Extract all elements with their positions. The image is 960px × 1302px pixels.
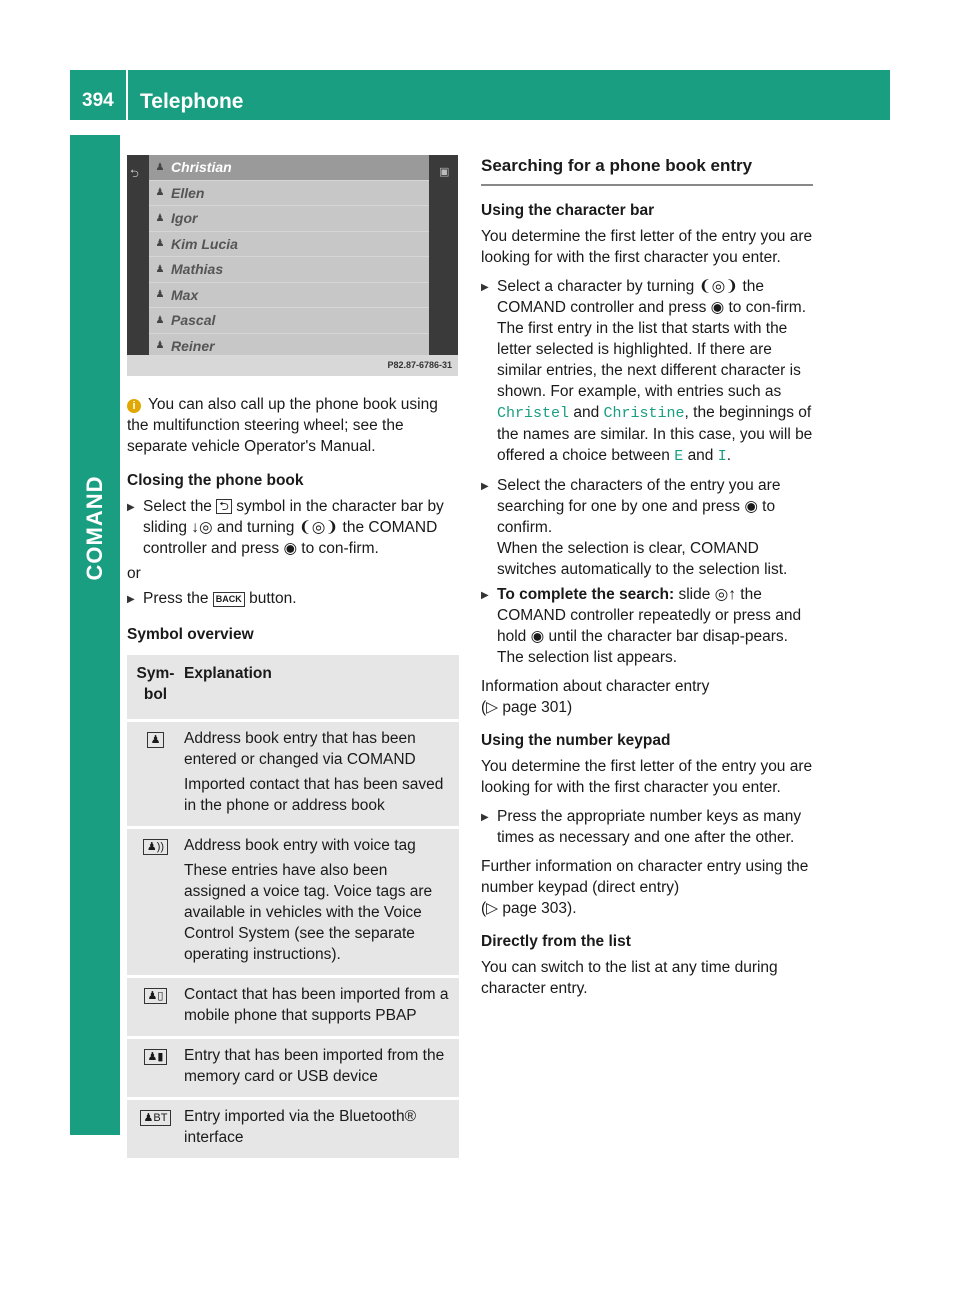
text: When the selection is clear, COMAND switches automatically to the selection list. xyxy=(497,540,788,578)
right-column xyxy=(481,155,813,999)
text: until the character bar disap-pears. xyxy=(548,628,788,645)
phonebook-entry-name: Igor xyxy=(171,210,198,227)
press-controller-icon: ◉ xyxy=(744,498,758,515)
symbol-explanation: Address book entry that has been entered or changed via COMAND xyxy=(184,730,416,768)
text: Select the characters of the entry you are searching for one by one and press xyxy=(497,477,781,515)
text: and turning xyxy=(216,519,295,536)
bluetooth-icon: ♟BT xyxy=(140,1110,172,1126)
figure-code: P82.87-6786-31 xyxy=(127,355,458,376)
symbol-explanation: Contact that has been imported from a mobile phone that supports PBAP xyxy=(184,986,449,1024)
header-divider xyxy=(126,70,128,120)
person-icon: ♟ xyxy=(155,187,165,199)
table-row xyxy=(127,721,459,828)
phonebook-entry[interactable] xyxy=(149,155,429,181)
phonebook-entry[interactable] xyxy=(149,308,429,334)
table-header-symbol: Sym-bol xyxy=(127,655,184,721)
person-icon: ♟ xyxy=(155,314,165,326)
text: , the beginnings of the names are similar. In this case, you will be offered a choice between xyxy=(497,404,813,464)
example-christel: Christel xyxy=(497,405,570,422)
keypad-step: ▶ Press the appropriate number keys as many times as necessary and one after the other. xyxy=(481,806,813,848)
symbol-explanation: Address book entry with voice tag xyxy=(184,837,416,854)
symbol-explanation: Entry that has been imported from the memory card or USB device xyxy=(184,1047,445,1085)
section-title: Searching for a phone book entry xyxy=(481,155,813,186)
phonebook-list xyxy=(149,155,429,355)
press-controller-icon: ◉ xyxy=(283,540,297,557)
phonebook-entry[interactable] xyxy=(149,181,429,207)
person-icon: ♟ xyxy=(147,732,165,748)
or-text: or xyxy=(127,565,141,582)
person-icon: ♟ xyxy=(155,238,165,250)
phone-import-icon: ♟▯ xyxy=(144,988,168,1004)
phonebook-entry[interactable] xyxy=(149,283,429,309)
keypad-intro: You determine the first letter of the entry you are looking for with the first character you enter. xyxy=(481,758,813,796)
text: the COMAND controller and press xyxy=(497,278,764,316)
list-heading: Directly from the list xyxy=(481,933,631,950)
page-header xyxy=(70,70,890,120)
text: . xyxy=(726,447,732,464)
slide-down-icon: ↓◎ xyxy=(191,519,213,536)
text: Information about character entry xyxy=(481,678,710,695)
info-note xyxy=(127,394,459,457)
press-controller-icon: ◉ xyxy=(710,299,725,316)
text: The selection list appears. xyxy=(497,649,678,666)
person-icon: ♟ xyxy=(155,161,165,173)
text: The first entry in the list that starts with the letter selected is highlighted. If there are similar entries, the next different character is shown. For example, with entries such as xyxy=(497,320,801,400)
table-row xyxy=(127,1099,459,1159)
side-tab-label: COMAND xyxy=(82,475,107,581)
press-controller-icon: ◉ xyxy=(530,628,545,645)
text: Press the xyxy=(143,590,209,607)
symbol-explanation: These entries have also been assigned a voice tag. Voice tags are available in vehicles with the Voice Control System (see the separate operating instructions). xyxy=(184,862,433,963)
keypad-heading: Using the number keypad xyxy=(481,732,671,749)
phonebook-entry-name: Ellen xyxy=(171,184,205,201)
back-arrow-icon: ⮌ xyxy=(130,168,139,180)
symbol-table xyxy=(127,655,459,1158)
symbol-overview-heading: Symbol overview xyxy=(127,626,254,643)
text: and xyxy=(687,447,714,464)
text: To complete the search: xyxy=(497,586,675,603)
phonebook-entry-name: Mathias xyxy=(171,261,224,278)
info-char-entry xyxy=(481,676,813,718)
phonebook-entry-name: Max xyxy=(171,286,199,303)
text: to con-firm. xyxy=(301,540,379,557)
slide-up-icon: ◎↑ xyxy=(714,586,736,603)
text: Select the xyxy=(143,498,212,515)
forward-icon: ▣ xyxy=(439,166,450,178)
closing-step-1 xyxy=(127,496,459,559)
person-icon: ♟ xyxy=(155,212,165,224)
side-tab xyxy=(70,135,120,1135)
phonebook-entry-name: Pascal xyxy=(171,312,216,329)
page-ref: (▷ page 301) xyxy=(481,699,573,716)
phonebook-entry[interactable] xyxy=(149,206,429,232)
text: slide xyxy=(678,586,711,603)
page-number: 394 xyxy=(82,90,114,111)
phonebook-entry-name: Christian xyxy=(171,159,232,176)
char-bar-intro: You determine the first letter of the entry you are looking for with the first character you enter. xyxy=(481,228,813,266)
text: button. xyxy=(249,590,297,607)
phonebook-entry-name: Reiner xyxy=(171,337,215,354)
closing-step-2 xyxy=(127,588,459,609)
person-icon: ♟ xyxy=(155,340,165,352)
text: to confirm. xyxy=(497,498,776,536)
symbol-explanation: Entry imported via the Bluetooth® interface xyxy=(184,1108,416,1146)
voice-tag-icon: ♟)) xyxy=(143,839,168,855)
person-icon: ♟ xyxy=(155,289,165,301)
turn-controller-icon: ❨◎❩ xyxy=(298,519,339,536)
table-header-explanation: Explanation xyxy=(184,655,459,721)
symbol-explanation: Imported contact that has been saved in the phone or address book xyxy=(184,776,444,814)
table-row xyxy=(127,1038,459,1099)
memory-card-icon: ♟▮ xyxy=(144,1049,168,1065)
choice-i: I xyxy=(717,448,727,465)
char-bar-step-2 xyxy=(481,475,813,580)
text: to con-firm. xyxy=(728,299,806,316)
phonebook-entry-name: Kim Lucia xyxy=(171,235,238,252)
phonebook-entry[interactable] xyxy=(149,257,429,283)
left-column xyxy=(127,155,459,1158)
char-bar-step-1 xyxy=(481,276,813,467)
turn-controller-icon: ❨◎❩ xyxy=(698,278,739,295)
further-info xyxy=(481,856,813,919)
page-ref: (▷ page 303). xyxy=(481,900,577,917)
person-icon: ♟ xyxy=(155,263,165,275)
back-button-icon: BACK xyxy=(213,592,245,607)
char-bar-heading: Using the character bar xyxy=(481,202,655,219)
page-title: Telephone xyxy=(140,90,244,113)
phonebook-entry[interactable] xyxy=(149,232,429,258)
list-text: You can switch to the list at any time during character entry. xyxy=(481,959,778,997)
info-icon: i xyxy=(127,399,141,413)
closing-heading: Closing the phone book xyxy=(127,472,304,489)
text: and xyxy=(573,404,600,421)
back-arrow-icon: ⮌ xyxy=(216,499,232,514)
text: the COMAND controller repeatedly or press and hold xyxy=(497,586,802,645)
info-note-text: You can also call up the phone book using the multifunction steering wheel; see the separate vehicle Operator's Manual. xyxy=(127,396,438,455)
text: symbol in the character bar by sliding xyxy=(143,498,444,536)
char-bar-step-3 xyxy=(481,584,813,668)
table-row xyxy=(127,828,459,977)
choice-e: E xyxy=(674,448,684,465)
text: the COMAND controller and press xyxy=(143,519,438,557)
text: Select a character by turning xyxy=(497,278,695,295)
example-christine: Christine xyxy=(603,405,685,422)
table-row xyxy=(127,977,459,1038)
phonebook-screen xyxy=(127,155,458,376)
text: Further information on character entry using the number keypad (direct entry) xyxy=(481,858,809,896)
